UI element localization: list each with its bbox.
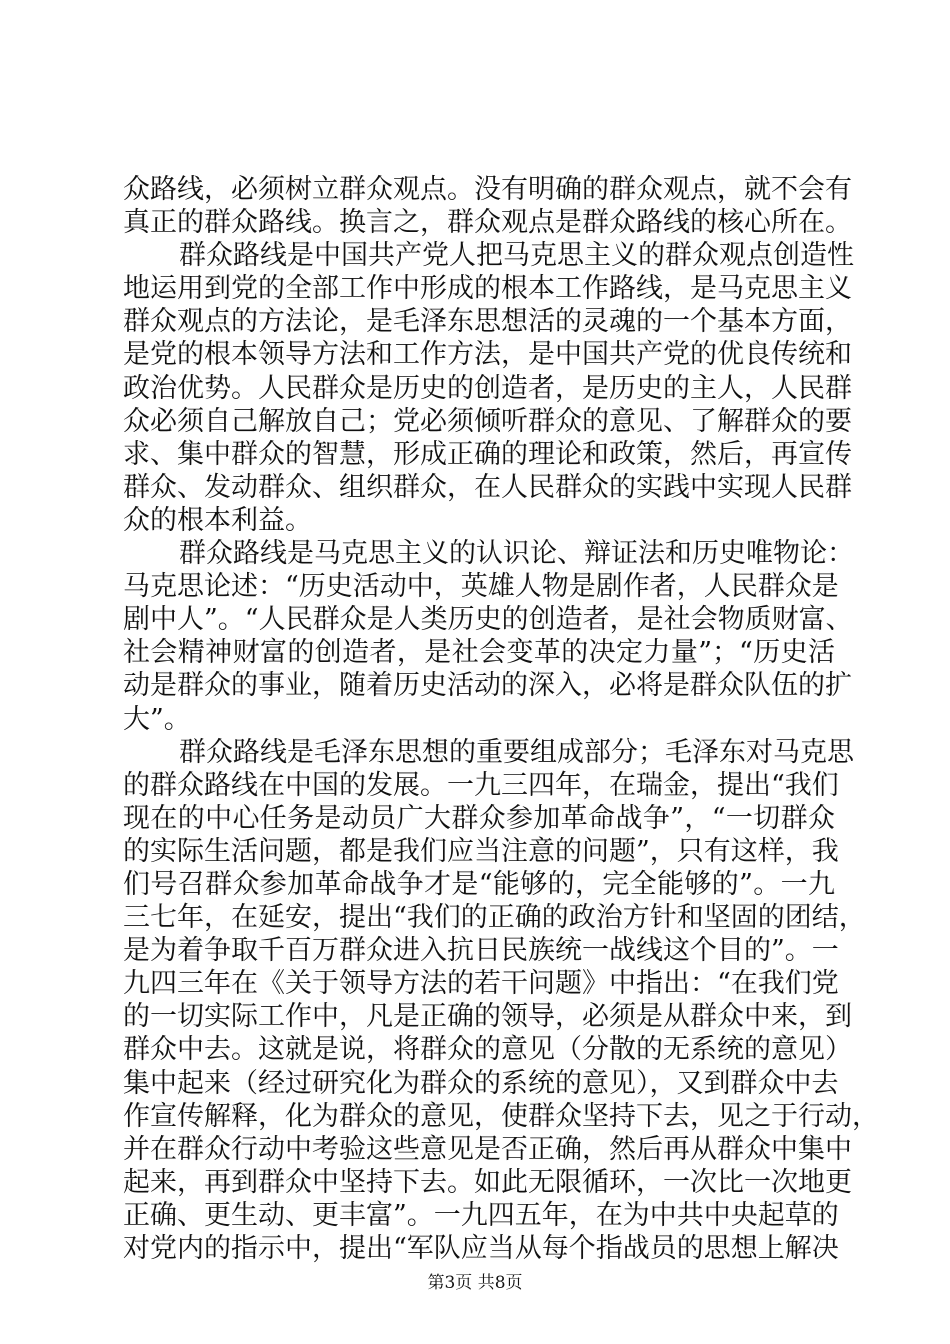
text-line: 剧中人”。“人民群众是人类历史的创造者，是社会物质财富、: [123, 604, 853, 636]
text-line: 九四三年在《关于领导方法的若干问题》中指出：“在我们党: [123, 968, 839, 1000]
text-line: 是为着争取千百万群众进入抗日民族统一战线这个目的”。一: [123, 935, 839, 967]
text-line: 对党内的指示中，提出“军队应当从每个指战员的思想上解决: [123, 1233, 839, 1264]
page-footer: 第3页 共8页: [427, 1273, 523, 1293]
text-line: 众路线，必须树立群众观点。没有明确的群众观点，就不会有: [123, 174, 852, 205]
text-line: 众的根本利益。: [123, 504, 312, 536]
text-line: 众必须自己解放自己；党必须倾听群众的意见、了解群众的要: [123, 405, 852, 437]
text-line: 起来，再到群众中坚持下去。如此无限循环，一次比一次地更: [123, 1166, 852, 1198]
text-line: 们号召群众参加革命战争才是“能够的，完全能够的”。一九: [123, 868, 835, 900]
text-line: 马克思论述：“历史活动中，英雄人物是剧作者，人民群众是: [123, 571, 839, 603]
text-line: 求、集中群众的智慧，形成正确的理论和政策，然后，再宣传: [123, 438, 852, 470]
text-line: 群众路线是毛泽东思想的重要组成部分；毛泽东对马克思: [179, 736, 854, 768]
text-line: 现在的中心任务是动员广大群众参加革命战争”，“一切群众: [123, 802, 835, 834]
text-line: 的一切实际工作中，凡是正确的领导，必须是从群众中来，到: [123, 1001, 852, 1033]
text-line: 地运用到党的全部工作中形成的根本工作路线，是马克思主义: [123, 273, 852, 305]
text-line: 的群众路线在中国的发展。一九三四年，在瑞金，提出“我们: [123, 769, 839, 801]
text-line: 群众、发动群众、组织群众，在人民群众的实践中实现人民群: [123, 471, 852, 503]
body-text: [123, 173, 879, 1265]
text-line: 的实际生活问题，都是我们应当注意的问题”，只有这样，我: [123, 835, 839, 867]
text-line: 正确、更生动、更丰富”。一九四五年，在为中共中央起草的: [123, 1199, 839, 1231]
text-line: 社会精神财富的创造者，是社会变革的决定力量”；“历史活: [123, 637, 835, 669]
text-line: 动是群众的事业，随着历史活动的深入，必将是群众队伍的扩: [123, 670, 852, 702]
text-line: 群众路线是中国共产党人把马克思主义的群众观点创造性: [179, 240, 854, 272]
text-line: 并在群众行动中考验这些意见是否正确，然后再从群众中集中: [123, 1133, 852, 1165]
text-line: 群众观点的方法论，是毛泽东思想活的灵魂的一个基本方面，: [123, 306, 852, 338]
text-line: 真正的群众路线。换言之，群众观点是群众路线的核心所在。: [123, 207, 852, 239]
text-line: 大”。: [123, 703, 191, 735]
text-line: 集中起来（经过研究化为群众的系统的意见），又到群众中去: [123, 1067, 839, 1099]
text-line: 是党的根本领导方法和工作方法，是中国共产党的优良传统和: [123, 339, 852, 371]
text-line: 三七年，在延安，提出“我们的正确的政治方针和坚固的团结，: [123, 902, 866, 934]
text-line: 群众路线是马克思主义的认识论、辩证法和历史唯物论：: [179, 538, 854, 570]
text-line: 群众中去。这就是说，将群众的意见（分散的无系统的意见）: [123, 1034, 852, 1066]
text-line: 政治优势。人民群众是历史的创造者，是历史的主人，人民群: [123, 372, 852, 404]
text-line: 作宣传解释，化为群众的意见，使群众坚持下去，见之于行动，: [123, 1100, 879, 1132]
